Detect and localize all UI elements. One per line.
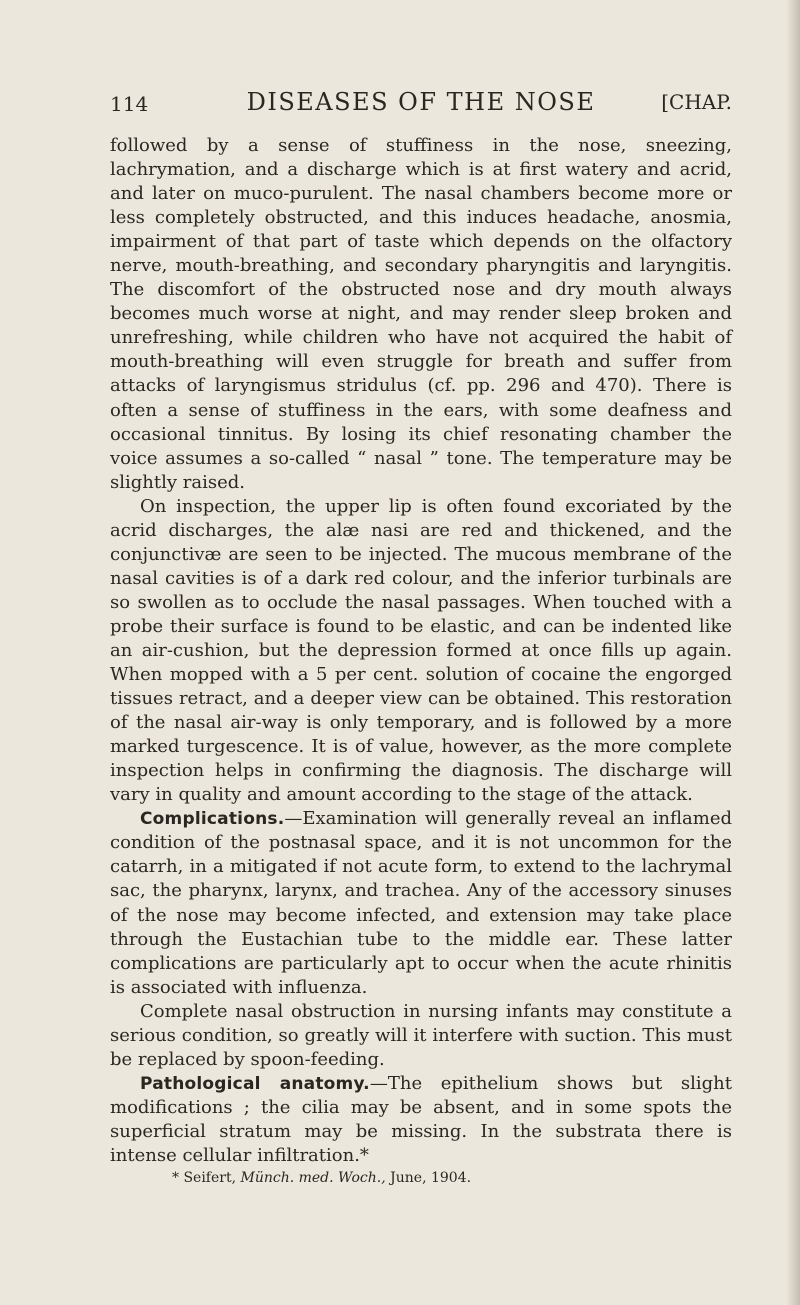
page-number: 114 bbox=[110, 92, 149, 116]
footnote-journal: Münch. med. Woch., bbox=[240, 1170, 386, 1187]
pathology-heading: Pathological anatomy. bbox=[140, 1073, 370, 1094]
footnote bbox=[110, 1168, 732, 1188]
running-head: DISEASES OF THE NOSE bbox=[246, 88, 596, 116]
body-text bbox=[110, 134, 732, 1188]
complications-heading: Complications. bbox=[140, 809, 285, 830]
paragraph-infants: Complete nasal obstruction in nursing infants may constitute a serious condition, so greatly will it interfere with suction. This must be replaced by spoon-feeding. bbox=[110, 1000, 732, 1070]
paragraph-inspection: On inspection, the upper lip is often found excoriated by the acrid discharges, the alæ nasi are red and thickened, and the conjunctivæ are seen to be injected. The mucous membrane of the nasal cavities is of a dark red colour, and the inferior turbinals are so swollen as to occlude the nasal passages. When touched with a probe their surface is found to be elastic, and can be indented like an air-cushion, but the depression formed at once fills up again. When mopped with a 5 per cent. solution of cocaine the engorged tissues retract, and a deeper view can be obtained. This restoration of the nasal air-way is only temporary, and is followed by a more marked turgescence. It is of value, however, as the more complete inspection helps in confirming the diagnosis. The discharge will vary in quality and amount according to the stage of the attack. bbox=[110, 495, 732, 806]
paragraph-symptoms: followed by a sense of stuffiness in the nose, sneezing, lachrymation, and a discharge which is at first watery and acrid, and later on muco-purulent. The nasal chambers become more or less completely obstructed, and this induces headache, anosmia, impairment of that part of taste which depends on the olfactory nerve, mouth-breathing, and secondary pharyngitis and laryngitis. The discomfort of the obstructed nose and dry mouth always becomes much worse at night, and may render sleep broken and unrefreshing, while children who have not acquired the habit of mouth-breathing will even struggle for breath and suffer from attacks of laryngismus stridulus (cf. pp. 296 and 470). There is often a sense of stuffiness in the ears, with some deafness and occasional tinnitus. By losing its chief resonating chamber the voice assumes a so-called “ nasal ” tone. The temperature may be slightly raised. bbox=[110, 135, 732, 493]
page-header bbox=[110, 88, 732, 122]
chapter-mark: [CHAP. bbox=[661, 90, 732, 114]
paragraph-complications bbox=[110, 807, 732, 999]
footnote-author: * Seifert, bbox=[172, 1170, 237, 1187]
footnote-date: June, 1904. bbox=[390, 1170, 472, 1187]
page-edge-shadow bbox=[786, 0, 800, 1305]
pathology-text: —The epithelium shows but slight modifications ; the cilia may be absent, and in some spots the superficial stratum may be missing. In the substrata there is intense cellular infiltration.* bbox=[110, 1072, 732, 1166]
complications-text: —Examination will generally reveal an inflamed condition of the postnasal space, and it is not uncommon for the catarrh, in a mitigated if not acute form, to extend to the lachrymal sac, the pharynx, larynx, and trachea. Any of the accessory sinuses of the nose may become infected, and extension may take place through the Eustachian tube to the middle ear. These latter complications are particularly apt to occur when the acute rhinitis is associated with influenza. bbox=[110, 808, 732, 998]
paragraph-pathology bbox=[110, 1072, 732, 1168]
